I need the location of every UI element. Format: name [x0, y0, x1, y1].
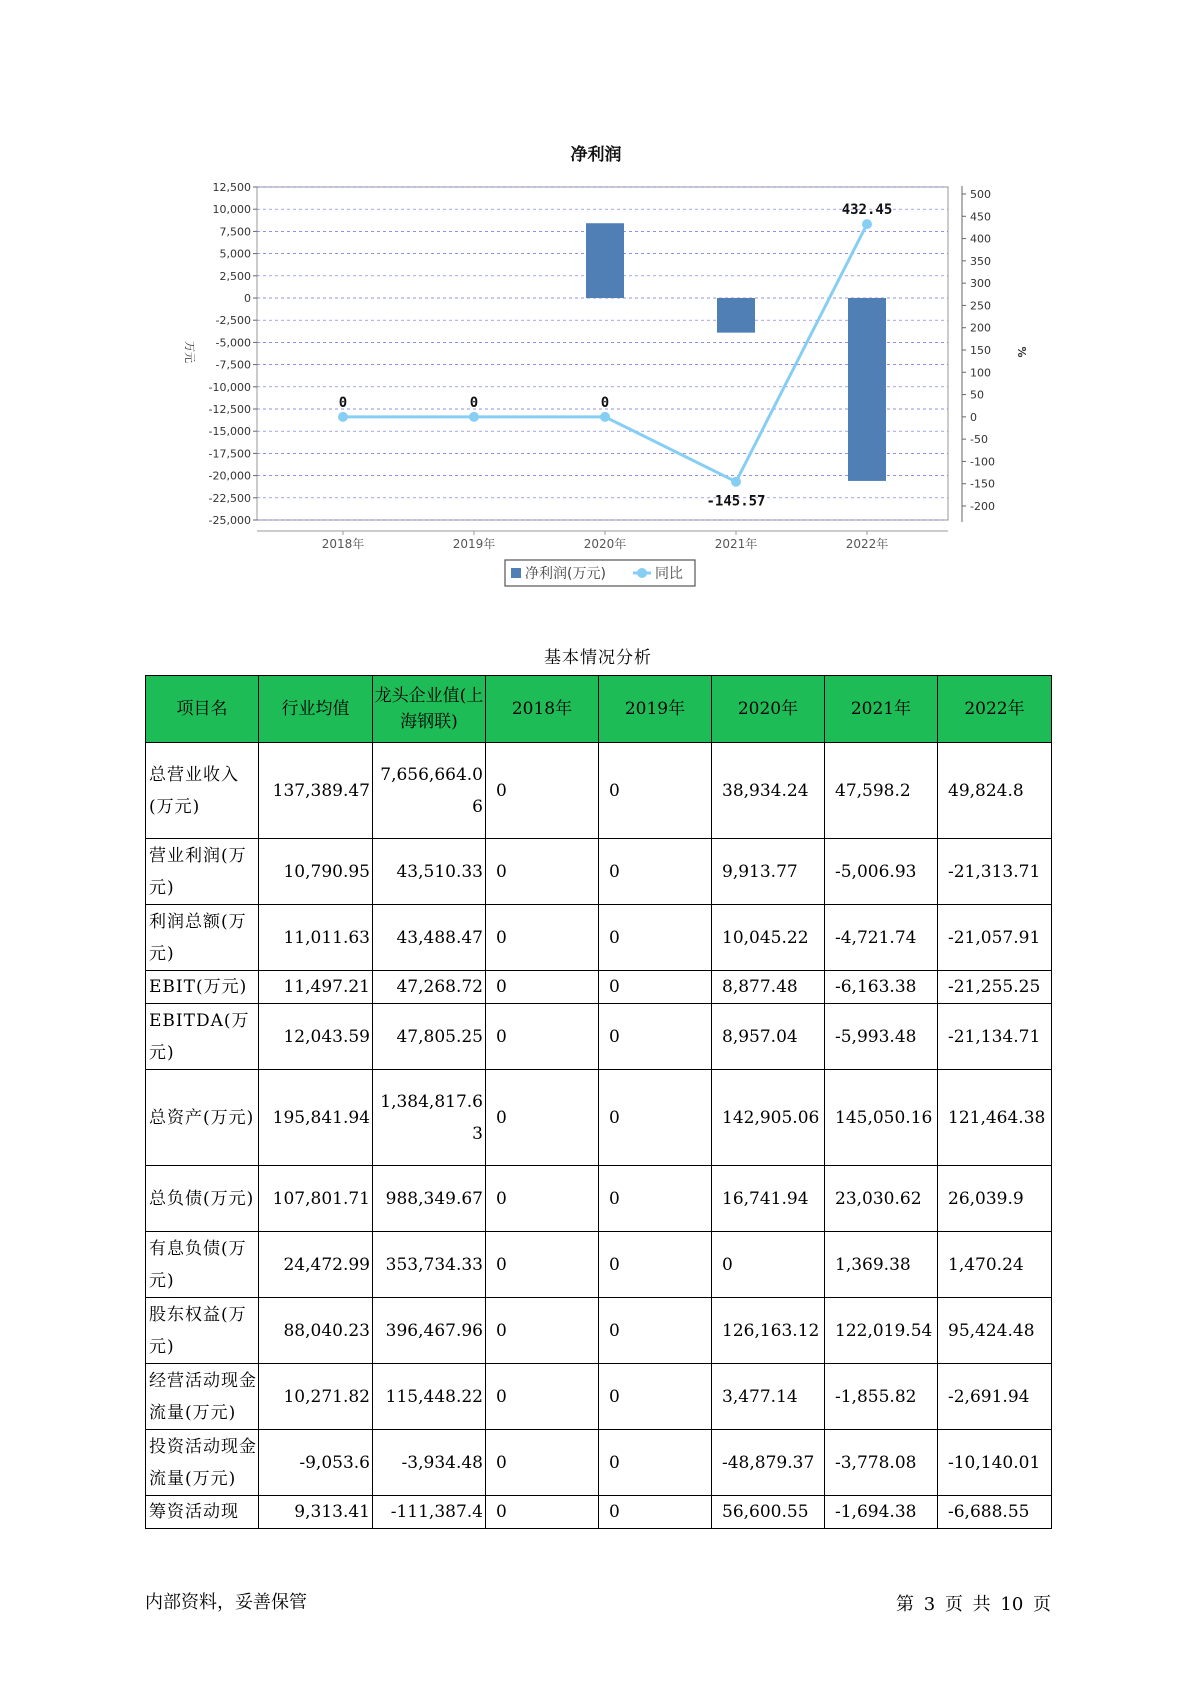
table-header-row: [146, 676, 1052, 743]
value-cell: 0: [599, 1430, 712, 1496]
value-cell: 47,268.72: [373, 971, 486, 1004]
row-label-cell: [146, 743, 259, 839]
yoy-point: [731, 477, 741, 487]
table-header-cell: 2022年: [938, 676, 1052, 743]
value-cell: 0: [486, 971, 599, 1004]
row-label-cell: [146, 905, 259, 971]
yoy-point: [862, 219, 872, 229]
right-tick-label: -100: [970, 455, 995, 469]
value-cell: 10,790.95: [259, 839, 373, 905]
left-tick-label: 2,500: [219, 269, 251, 283]
chart-title: 净利润: [570, 145, 622, 165]
left-tick-label: 12,500: [212, 181, 251, 194]
value-cell: 11,497.21: [259, 971, 373, 1004]
value-cell: 3,477.14: [712, 1364, 825, 1430]
value-cell: 0: [599, 839, 712, 905]
value-cell: -6,163.38: [825, 971, 938, 1004]
value-cell: 0: [599, 1232, 712, 1298]
right-tick-label: 150: [970, 344, 991, 357]
net-profit-bar: [848, 298, 886, 481]
value-cell: -48,879.37: [712, 1430, 825, 1496]
value-cell: 0: [599, 1364, 712, 1430]
value-cell: 0: [486, 1004, 599, 1070]
right-tick-label: 350: [970, 254, 991, 268]
row-label-cell: [146, 1430, 259, 1496]
table-row: [146, 839, 1052, 905]
value-cell: 10,045.22: [712, 905, 825, 971]
value-cell: 107,801.71: [259, 1166, 373, 1232]
value-cell: 24,472.99: [259, 1232, 373, 1298]
value-cell: 95,424.48: [938, 1298, 1052, 1364]
net-profit-bar: [586, 223, 624, 298]
value-cell: -1,694.38: [825, 1496, 938, 1529]
x-category-label: 2022年: [845, 537, 889, 551]
value-cell: 0: [486, 1430, 599, 1496]
row-label: 投资活动现金流量(万元): [149, 1436, 257, 1489]
value-cell: 121,464.38: [938, 1070, 1052, 1166]
table-title: 基本情况分析: [544, 648, 652, 668]
value-cell: 43,488.47: [373, 905, 486, 971]
left-tick-label: -5,000: [215, 336, 251, 350]
value-cell: 11,011.63: [259, 905, 373, 971]
value-cell: 1,470.24: [938, 1232, 1052, 1298]
value-cell: 23,030.62: [825, 1166, 938, 1232]
value-cell: 10,271.82: [259, 1364, 373, 1430]
chart-canvas: [0, 0, 1191, 600]
table-header-cell: 2018年: [486, 676, 599, 743]
left-tick-label: 10,000: [212, 203, 251, 217]
row-label: 营业利润(万元): [149, 845, 247, 898]
x-category-label: 2020年: [583, 537, 627, 551]
legend-net-profit: 净利润(万元): [525, 566, 606, 582]
value-cell: 126,163.12: [712, 1298, 825, 1364]
legend-bar-swatch: [511, 568, 521, 578]
yoy-point: [338, 412, 348, 422]
value-cell: 8,877.48: [712, 971, 825, 1004]
row-label: 有息负债(万元): [149, 1238, 247, 1291]
basic-analysis-table: [145, 675, 1052, 1529]
left-tick-label: 5,000: [219, 247, 251, 261]
value-cell: 0: [486, 1298, 599, 1364]
value-cell: 7,656,664.06: [373, 743, 486, 839]
value-cell: 8,957.04: [712, 1004, 825, 1070]
value-cell: -2,691.94: [938, 1364, 1052, 1430]
value-cell: 56,600.55: [712, 1496, 825, 1529]
right-tick-label: 0: [970, 410, 977, 424]
value-cell: 137,389.47: [259, 743, 373, 839]
value-cell: 16,741.94: [712, 1166, 825, 1232]
value-cell: 0: [599, 1496, 712, 1529]
x-category-label: 2018年: [321, 537, 365, 551]
value-cell: 0: [486, 905, 599, 971]
value-cell: 9,913.77: [712, 839, 825, 905]
left-tick-label: -15,000: [208, 425, 251, 439]
value-cell: -3,778.08: [825, 1430, 938, 1496]
right-tick-label: 250: [970, 299, 991, 313]
table-row: [146, 1430, 1052, 1496]
value-cell: -9,053.6: [259, 1430, 373, 1496]
x-category-label: 2019年: [452, 537, 496, 551]
right-tick-label: 400: [970, 232, 991, 246]
value-cell: 47,598.2: [825, 743, 938, 839]
yoy-point: [600, 412, 610, 422]
right-tick-label: 100: [970, 366, 991, 380]
yoy-data-label: 0: [469, 394, 479, 411]
left-tick-label: 7,500: [219, 225, 251, 239]
left-tick-label: 0: [244, 292, 251, 305]
value-cell: 115,448.22: [373, 1364, 486, 1430]
value-cell: 0: [486, 1364, 599, 1430]
value-cell: -111,387.4: [373, 1496, 486, 1529]
value-cell: 122,019.54: [825, 1298, 938, 1364]
value-cell: 0: [599, 1004, 712, 1070]
x-category-label: 2021年: [714, 537, 758, 551]
value-cell: 0: [486, 1232, 599, 1298]
value-cell: -21,134.71: [938, 1004, 1052, 1070]
yoy-data-label: 0: [338, 394, 348, 411]
footer-page-number: 第 3 页 共 10 页: [896, 1594, 1051, 1615]
value-cell: 0: [486, 1496, 599, 1529]
value-cell: 9,313.41: [259, 1496, 373, 1529]
row-label-cell: [146, 1004, 259, 1070]
table-header-cell: 2019年: [599, 676, 712, 743]
value-cell: -1,855.82: [825, 1364, 938, 1430]
value-cell: 0: [599, 743, 712, 839]
net-profit-chart: [0, 0, 1191, 600]
value-cell: 1,384,817.63: [373, 1070, 486, 1166]
right-tick-label: 50: [970, 388, 984, 402]
table-row: [146, 1070, 1052, 1166]
right-axis-label: %: [1015, 346, 1028, 358]
table-row: [146, 743, 1052, 839]
value-cell: 145,050.16: [825, 1070, 938, 1166]
yoy-data-label: -145.57: [706, 493, 766, 510]
left-tick-label: -10,000: [208, 380, 251, 394]
row-label-cell: [146, 1166, 259, 1232]
row-label: 总负债(万元): [149, 1188, 255, 1209]
value-cell: 43,510.33: [373, 839, 486, 905]
table-row: [146, 1496, 1052, 1529]
table-row: [146, 971, 1052, 1004]
value-cell: 0: [599, 971, 712, 1004]
value-cell: 0: [599, 905, 712, 971]
yoy-point: [469, 412, 479, 422]
value-cell: 38,934.24: [712, 743, 825, 839]
row-label: 总资产(万元): [149, 1107, 255, 1128]
row-label: 筹资活动现: [149, 1502, 239, 1522]
value-cell: 142,905.06: [712, 1070, 825, 1166]
yoy-data-label: 0: [600, 394, 610, 411]
value-cell: 88,040.23: [259, 1298, 373, 1364]
table-header-cell: 2021年: [825, 676, 938, 743]
right-tick-label: -150: [970, 477, 995, 491]
row-label: 总营业收入(万元): [149, 764, 239, 817]
row-label-cell: [146, 1298, 259, 1364]
left-axis-label: 万元: [183, 341, 196, 363]
value-cell: -6,688.55: [938, 1496, 1052, 1529]
table-row: [146, 1166, 1052, 1232]
row-label: 利润总额(万元): [149, 911, 247, 964]
table-row: [146, 905, 1052, 971]
right-tick-label: 500: [970, 188, 991, 201]
right-tick-label: 450: [970, 210, 991, 224]
value-cell: 47,805.25: [373, 1004, 486, 1070]
right-tick-label: -50: [970, 433, 988, 447]
legend-line-marker: [637, 568, 647, 578]
right-tick-label: 300: [970, 277, 991, 291]
footer-confidential-note: 内部资料，妥善保管: [145, 1592, 307, 1613]
legend-yoy: 同比: [655, 566, 683, 582]
value-cell: 0: [599, 1070, 712, 1166]
row-label: 股东权益(万元): [149, 1304, 247, 1357]
value-cell: -5,006.93: [825, 839, 938, 905]
value-cell: 396,467.96: [373, 1298, 486, 1364]
row-label: EBITDA(万元): [149, 1010, 250, 1063]
value-cell: -21,057.91: [938, 905, 1052, 971]
left-tick-label: -20,000: [208, 469, 251, 483]
left-tick-label: -25,000: [208, 514, 251, 527]
value-cell: 0: [599, 1298, 712, 1364]
value-cell: 988,349.67: [373, 1166, 486, 1232]
value-cell: 0: [599, 1166, 712, 1232]
table-row: [146, 1232, 1052, 1298]
yoy-data-label: 432.45: [841, 202, 893, 219]
left-tick-label: -12,500: [208, 403, 251, 416]
value-cell: 0: [712, 1232, 825, 1298]
value-cell: -21,255.25: [938, 971, 1052, 1004]
row-label-cell: [146, 971, 259, 1004]
value-cell: -5,993.48: [825, 1004, 938, 1070]
row-label-cell: [146, 1496, 259, 1529]
value-cell: 49,824.8: [938, 743, 1052, 839]
right-tick-label: -200: [970, 500, 995, 513]
row-label: 经营活动现金流量(万元): [149, 1370, 257, 1423]
left-tick-label: -22,500: [208, 491, 251, 505]
table-header-cell: 2020年: [712, 676, 825, 743]
table-row: [146, 1298, 1052, 1364]
value-cell: 1,369.38: [825, 1232, 938, 1298]
value-cell: 195,841.94: [259, 1070, 373, 1166]
value-cell: -21,313.71: [938, 839, 1052, 905]
table-header-cell: 项目名: [146, 676, 259, 743]
value-cell: 0: [486, 743, 599, 839]
value-cell: 0: [486, 839, 599, 905]
left-tick-label: -17,500: [208, 447, 251, 461]
value-cell: 353,734.33: [373, 1232, 486, 1298]
value-cell: 26,039.9: [938, 1166, 1052, 1232]
right-tick-label: 200: [970, 321, 991, 335]
value-cell: 12,043.59: [259, 1004, 373, 1070]
row-label-cell: [146, 839, 259, 905]
left-tick-label: -7,500: [215, 358, 251, 372]
table-header-cell: 龙头企业值(上海钢联): [373, 676, 486, 743]
value-cell: -10,140.01: [938, 1430, 1052, 1496]
value-cell: -4,721.74: [825, 905, 938, 971]
table-row: [146, 1364, 1052, 1430]
table-row: [146, 1004, 1052, 1070]
table-header-cell: 行业均值: [259, 676, 373, 743]
net-profit-bar: [717, 298, 755, 333]
value-cell: -3,934.48: [373, 1430, 486, 1496]
value-cell: 0: [486, 1166, 599, 1232]
left-tick-label: -2,500: [215, 314, 251, 328]
row-label-cell: [146, 1364, 259, 1430]
row-label: EBIT(万元): [149, 977, 248, 997]
row-label-cell: [146, 1070, 259, 1166]
row-label-cell: [146, 1232, 259, 1298]
value-cell: 0: [486, 1070, 599, 1166]
